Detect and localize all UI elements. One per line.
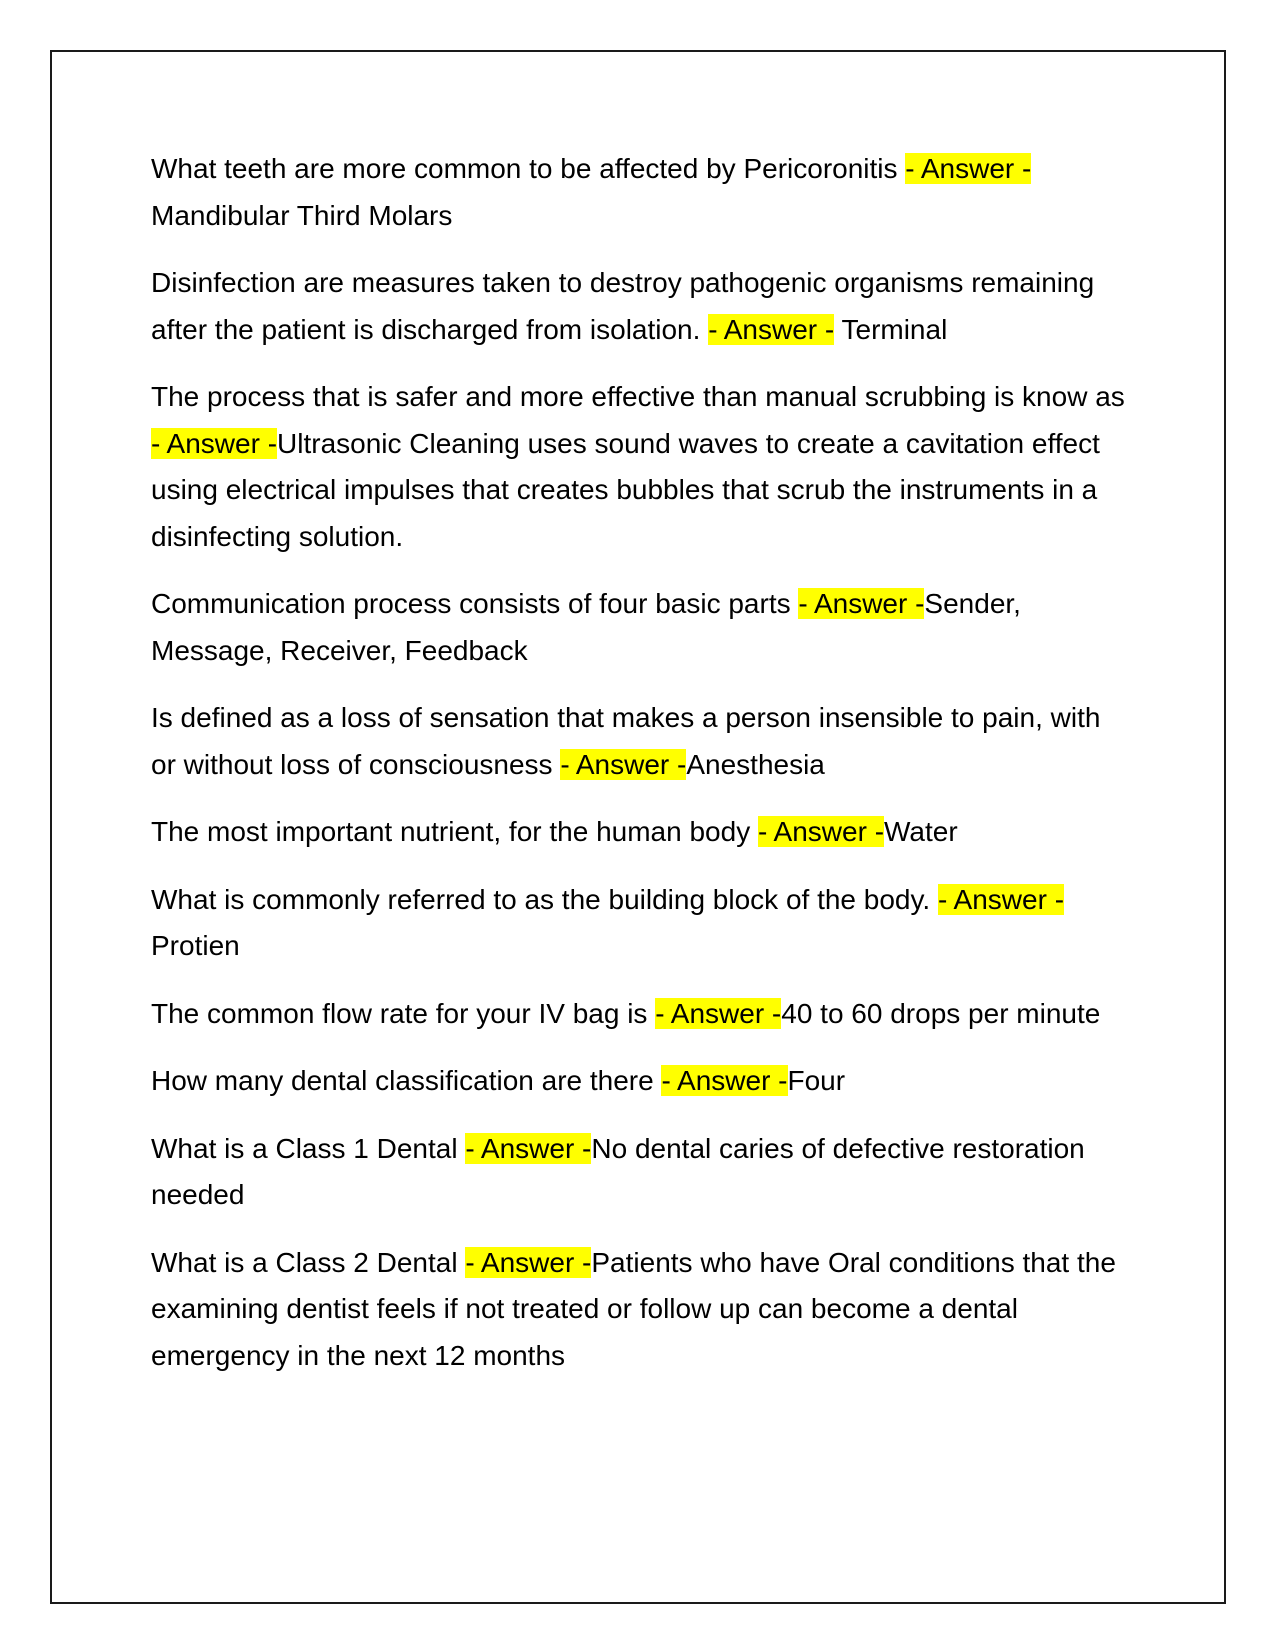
question-text: What is a Class 2 Dental [151, 1246, 466, 1278]
question-text: How many dental classification are there [151, 1065, 662, 1096]
answer-marker: - Answer - [560, 748, 687, 780]
qa-entry [151, 991, 1126, 1038]
qa-entry [151, 260, 1126, 353]
answer-text: Anesthesia [686, 748, 825, 780]
question-text: The most important nutrient, for the human body [151, 816, 758, 847]
answer-text: Sender, Message, Receiver, Feedback [151, 588, 1021, 666]
answer-marker: - Answer - [151, 427, 278, 459]
answer-text: Terminal [834, 313, 948, 345]
answer-marker: - Answer - [937, 883, 1065, 915]
question-text: What is commonly referred to as the building block of the body. [151, 883, 938, 915]
qa-entry [151, 1240, 1126, 1380]
answer-text: Patients who have Oral conditions that the examining dentist feels if not treated or follow up can become a dental emergency in the next 12 months [151, 1246, 1116, 1371]
answer-marker: - Answer - [465, 1246, 592, 1278]
question-text: The process that is safer and more effective than manual scrubbing is know as [151, 381, 1125, 412]
qa-entry [151, 581, 1126, 674]
answer-marker: - Answer - [757, 816, 885, 847]
answer-text: Protien [151, 930, 240, 961]
answer-text: 40 to 60 drops per minute [781, 997, 1101, 1029]
answer-marker: - Answer - [655, 997, 782, 1029]
qa-entry [151, 1058, 1126, 1105]
question-text: Communication process consists of four basic parts [151, 588, 799, 619]
question-text: Disinfection are measures taken to destroy pathogenic organisms remaining after the patient is discharged from isolation. [151, 267, 1095, 345]
qa-entry [151, 695, 1126, 788]
question-text: The common flow rate for your IV bag is [151, 997, 656, 1029]
answer-marker: - Answer - [905, 153, 1032, 184]
qa-entry [151, 1126, 1126, 1219]
question-text: What is a Class 1 Dental [151, 1132, 466, 1164]
answer-text: Water [884, 816, 958, 847]
qa-entry [151, 809, 1126, 856]
answer-text: Ultrasonic Cleaning uses sound waves to create a cavitation effect using electrical impulses that creates bubbles that scrub the instruments in a disinfecting solution. [151, 427, 1100, 552]
qa-entry [151, 877, 1126, 970]
question-text: What teeth are more common to be affected by Pericoronitis [151, 153, 906, 184]
answer-text: Four [787, 1065, 846, 1096]
qa-entry [151, 374, 1126, 560]
question-text: Is defined as a loss of sensation that makes a person insensible to pain, with or without loss of consciousness [151, 702, 1101, 780]
answer-marker: - Answer - [798, 588, 925, 619]
qa-entry [151, 146, 1126, 239]
answer-text: No dental caries of defective restoration needed [151, 1132, 1085, 1210]
answer-marker: - Answer - [661, 1065, 788, 1096]
answer-marker: - Answer - [708, 313, 835, 345]
document-body [151, 146, 1126, 1400]
answer-text: Mandibular Third Molars [151, 199, 453, 231]
answer-marker: - Answer - [465, 1132, 592, 1164]
